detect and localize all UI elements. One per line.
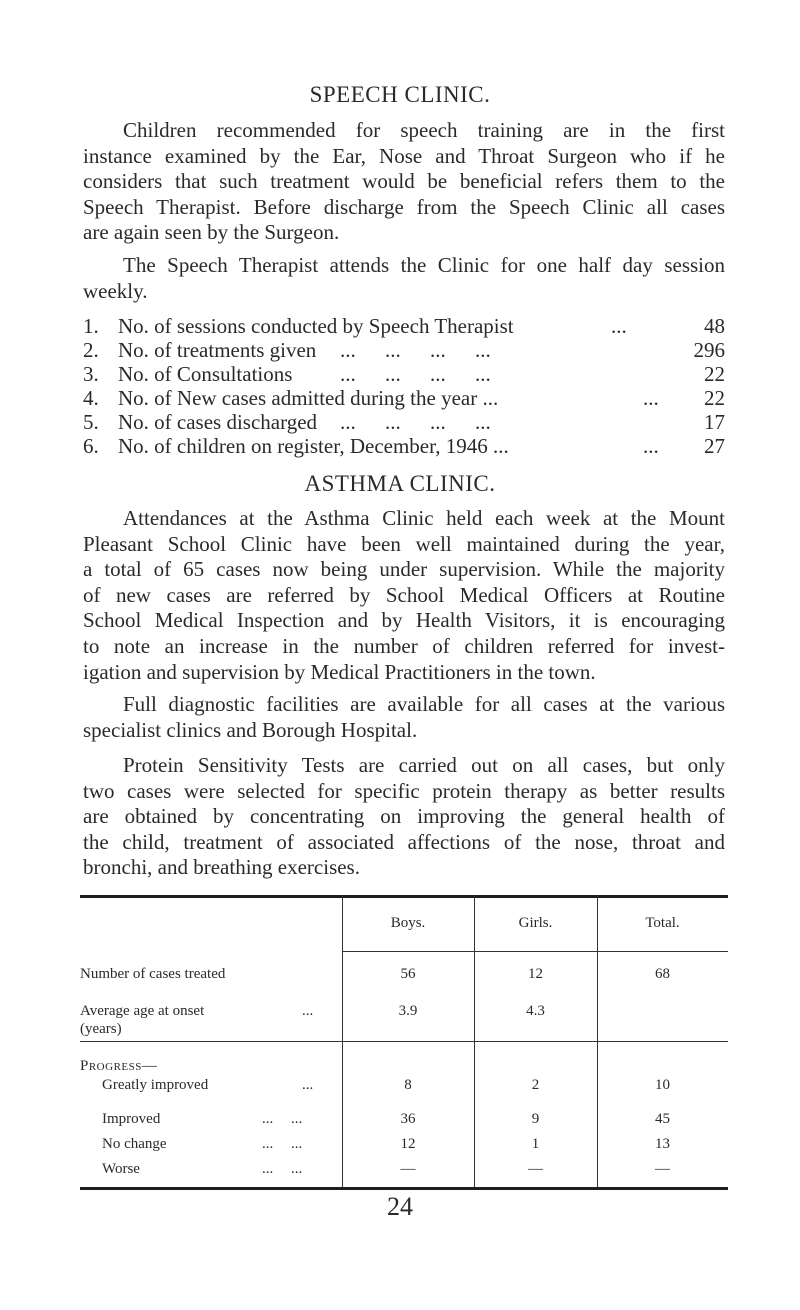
row-label-age: Average age at onset: [80, 1003, 205, 1019]
text-line: of new cases are referred by School Medical Officers at Routine: [83, 582, 725, 607]
stat-number: 6.: [83, 434, 99, 458]
row-label-worse: Worse: [102, 1161, 140, 1177]
leader-dots: ... ...: [262, 1111, 303, 1127]
improved-total: 45: [655, 1111, 670, 1127]
asthma-clinic-heading: ASTHMA CLINIC.: [304, 471, 496, 496]
speech-clinic-heading: SPEECH CLINIC.: [309, 82, 491, 107]
no-change-girls: 1: [531, 1136, 540, 1152]
stat-number: 3.: [83, 362, 99, 386]
text-line: Full diagnostic facilities are available for all cases at the various: [123, 692, 725, 716]
age-girls: 4.3: [526, 1003, 545, 1019]
stat-value: 17: [704, 410, 725, 434]
stat-value: 22: [704, 362, 725, 386]
leader-dots: ... ... ... ...: [340, 338, 491, 362]
text-line: Protein Sensitivity Tests are carried out on all cases, but only: [123, 753, 725, 777]
leader-dots: ... ... ... ...: [340, 362, 491, 386]
leader-dots: ... ... ... ...: [340, 410, 491, 434]
cases-boys: 56: [400, 966, 416, 982]
text-line: specialist clinics and Borough Hospital.: [83, 717, 418, 742]
stat-row-register: [83, 434, 725, 458]
stat-label: No. of Consultations: [118, 362, 293, 386]
stat-label: No. of New cases admitted during the year ...: [118, 386, 499, 410]
header-boys: Boys.: [390, 915, 426, 931]
header-total: Total.: [645, 915, 680, 931]
stat-number: 4.: [83, 386, 99, 410]
text-line: weekly.: [83, 278, 148, 303]
stat-label: No. of children on register, December, 1946 ...: [118, 434, 509, 458]
text-line: instance examined by the Ear, Nose and Throat Surgeon who if he: [83, 143, 725, 168]
text-line: Attendances at the Asthma Clinic held each week at the Mount: [123, 506, 725, 530]
leader-dots: ...: [643, 386, 659, 410]
cases-girls: 12: [528, 966, 543, 982]
text-line: School Medical Inspection and by Health Visitors, it is encouraging: [83, 608, 725, 633]
improved-girls: 9: [531, 1111, 540, 1127]
leader-dots: ... ...: [262, 1161, 303, 1177]
speech-paragraph-1: [83, 118, 725, 246]
stat-value: 48: [704, 314, 725, 338]
stat-value: 27: [704, 434, 725, 458]
stat-value: 22: [704, 386, 725, 410]
asthma-paragraph-1: [83, 506, 725, 685]
stat-row-sessions: [83, 314, 725, 338]
stat-value: 296: [693, 338, 725, 362]
asthma-paragraph-3: [83, 753, 725, 881]
greatly-improved-total: 10: [655, 1077, 670, 1093]
leader-dots: ...: [643, 434, 659, 458]
header-rule: [342, 951, 728, 952]
text-line: to note an increase in the number of children referred for invest-: [83, 633, 725, 658]
text-line: two cases were selected for specific protein therapy as better results: [83, 778, 725, 803]
age-boys: 3.9: [398, 1003, 418, 1019]
asthma-paragraph-2: [83, 692, 725, 743]
leader-dots: ... ...: [262, 1136, 303, 1152]
header-girls: Girls.: [518, 915, 553, 931]
speech-paragraph-2: [83, 253, 725, 304]
text-line: are obtained by concentrating on improving the general health of: [83, 804, 725, 829]
text-line: Pleasant School Clinic have been well maintained during the year,: [83, 531, 725, 556]
table-bottom-rule: [80, 1187, 728, 1190]
stat-label: No. of cases discharged: [118, 410, 318, 434]
stat-number: 5.: [83, 410, 99, 434]
worse-total: —: [655, 1161, 670, 1177]
text-line: bronchi, and breathing exercises.: [83, 855, 360, 880]
stat-label: No. of sessions conducted by Speech Therapist: [118, 314, 514, 338]
worse-girls: —: [528, 1161, 543, 1177]
worse-boys: —: [400, 1161, 416, 1177]
section-rule: [80, 1041, 728, 1042]
row-label-greatly-improved: Greatly improved: [102, 1077, 209, 1093]
text-line: igation and supervision by Medical Practitioners in the town.: [83, 659, 596, 684]
row-label-improved: Improved: [102, 1111, 161, 1127]
greatly-improved-girls: 2: [531, 1077, 540, 1093]
text-line: are again seen by the Surgeon.: [83, 220, 340, 245]
no-change-boys: 12: [400, 1136, 416, 1152]
stat-row-treatments: [83, 338, 725, 362]
page-number: 24: [387, 1192, 413, 1221]
text-line: considers that such treatment would be beneficial refers them to the: [83, 169, 725, 194]
text-line: The Speech Therapist attends the Clinic for one half day session: [123, 253, 725, 277]
cases-total: 68: [655, 966, 670, 982]
stat-number: 2.: [83, 338, 99, 362]
row-label-cases: Number of cases treated: [80, 966, 226, 982]
text-line: Speech Therapist. Before discharge from the Speech Clinic all cases: [83, 194, 725, 219]
leader-dots: ...: [302, 1003, 314, 1019]
stat-row-discharged: [83, 410, 725, 434]
stat-number: 1.: [83, 314, 99, 338]
row-label-progress: Progress—: [80, 1058, 158, 1074]
leader-dots: ...: [302, 1077, 314, 1093]
text-line: a total of 65 cases now being under supervision. While the majority: [83, 557, 725, 582]
table-top-rule: [80, 895, 728, 898]
asthma-results-table: [80, 895, 728, 1187]
row-label-no-change: No change: [102, 1136, 167, 1152]
improved-boys: 36: [400, 1111, 416, 1127]
row-label-age-unit: (years): [80, 1021, 122, 1037]
greatly-improved-boys: 8: [404, 1077, 412, 1093]
no-change-total: 13: [655, 1136, 670, 1152]
text-line: Children recommended for speech training are in the first: [123, 118, 725, 142]
text-line: the child, treatment of associated affections of the nose, throat and: [83, 829, 725, 854]
leader-dots: ...: [611, 314, 627, 338]
stat-label: No. of treatments given: [118, 338, 317, 362]
stat-row-consultations: [83, 362, 725, 386]
stat-row-new-cases: [83, 386, 725, 410]
